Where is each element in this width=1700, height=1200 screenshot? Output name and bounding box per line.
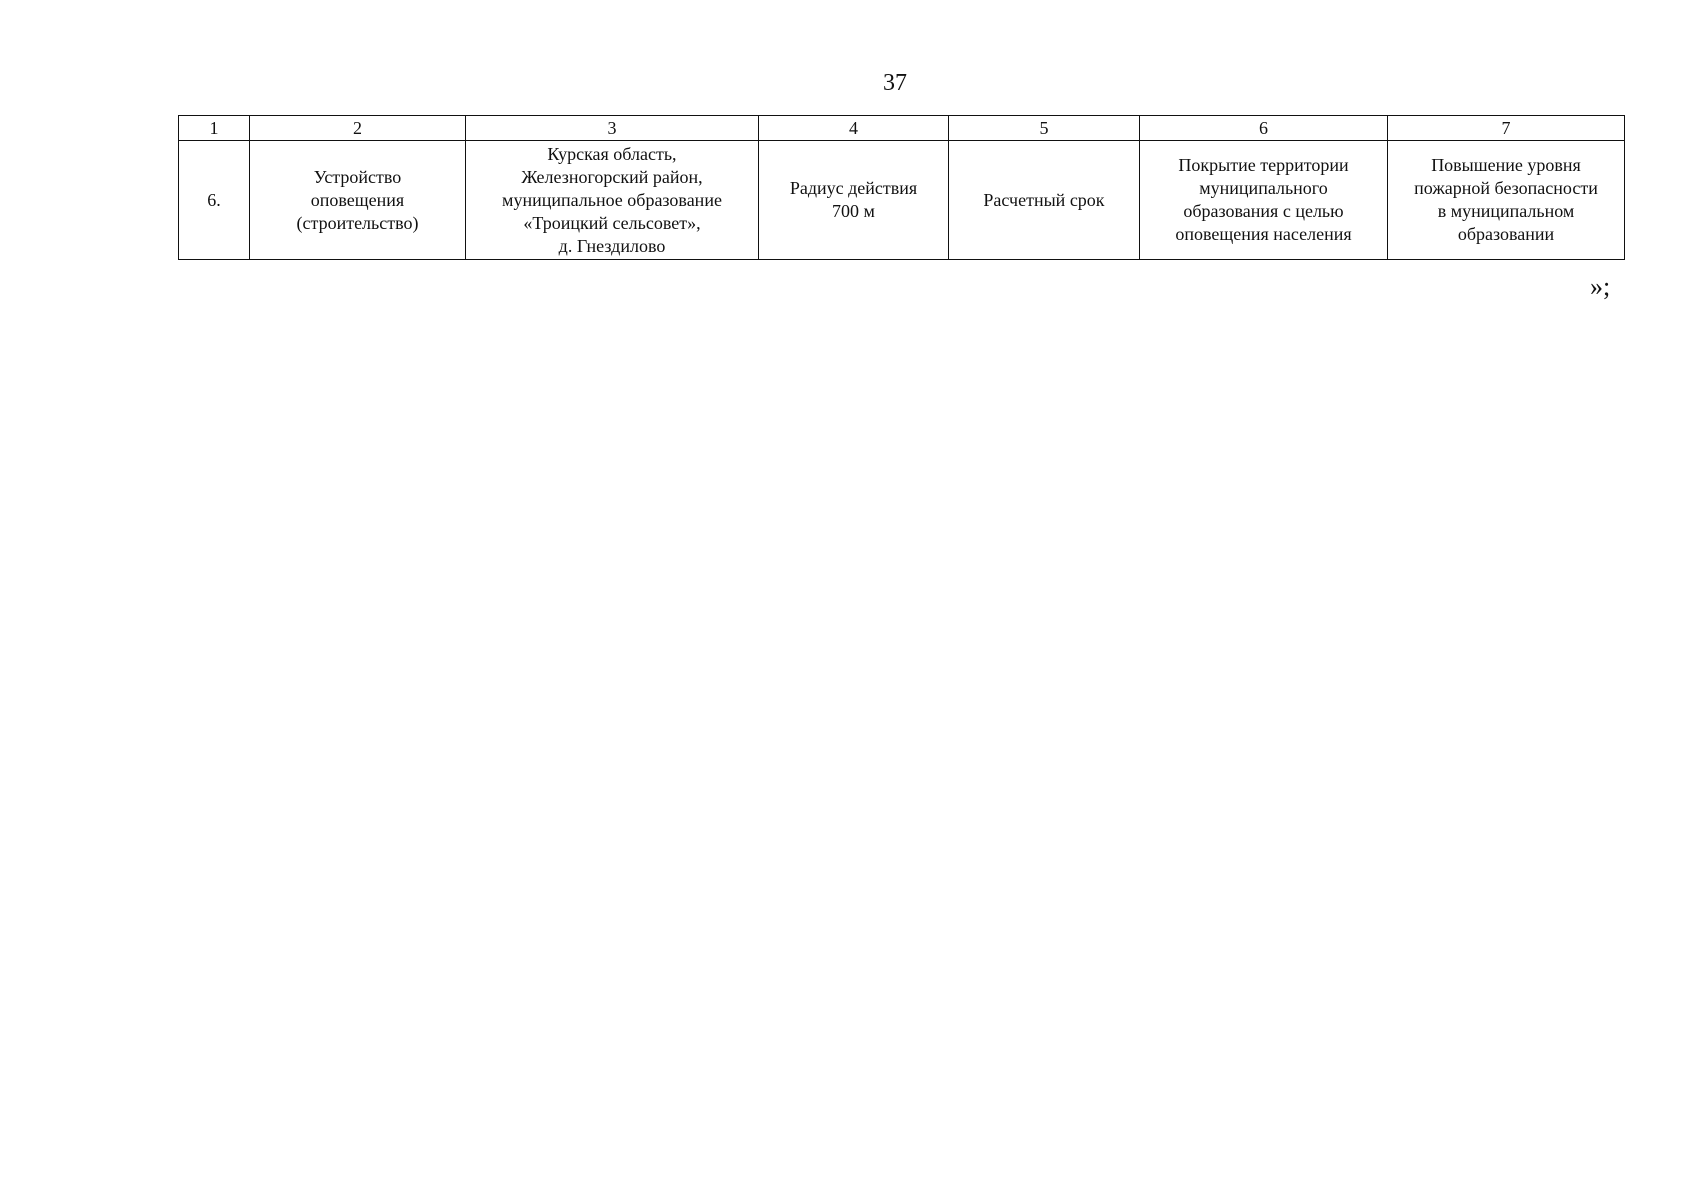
page-number: 37 — [883, 70, 907, 96]
effect-cell — [1388, 141, 1625, 260]
purpose-cell — [1140, 141, 1388, 260]
column-number-header: 4 — [759, 116, 949, 141]
object-name: Устройство оповещения (строительство) — [296, 166, 419, 233]
column-number-header: 6 — [1140, 116, 1388, 141]
column-number-header: 1 — [179, 116, 250, 141]
location: Курская область, Железногорский район, муниципальное образование «Троицкий сельсовет», д. Гнездилово — [502, 143, 722, 256]
term-cell — [949, 141, 1140, 260]
data-table — [178, 115, 1625, 260]
location-cell — [466, 141, 759, 260]
table-header-row — [179, 116, 1625, 141]
effect: Повышение уровня пожарной безопасности в муниципальном образовании — [1414, 155, 1598, 244]
row-number-cell — [179, 141, 250, 260]
table-row — [179, 141, 1625, 260]
characteristics: Радиус действия 700 м — [789, 178, 918, 221]
purpose: Покрытие территории муниципального образования с целью оповещения населения — [1175, 155, 1352, 244]
column-number-header: 3 — [466, 116, 759, 141]
column-number-header: 5 — [949, 116, 1140, 141]
column-number-header: 2 — [250, 116, 466, 141]
object-name-cell — [250, 141, 466, 260]
characteristics-cell — [759, 141, 949, 260]
closing-quote-mark: »; — [1590, 272, 1611, 301]
term: Расчетный срок — [983, 189, 1105, 210]
row-number: 6. — [207, 189, 221, 210]
column-number-header: 7 — [1388, 116, 1625, 141]
